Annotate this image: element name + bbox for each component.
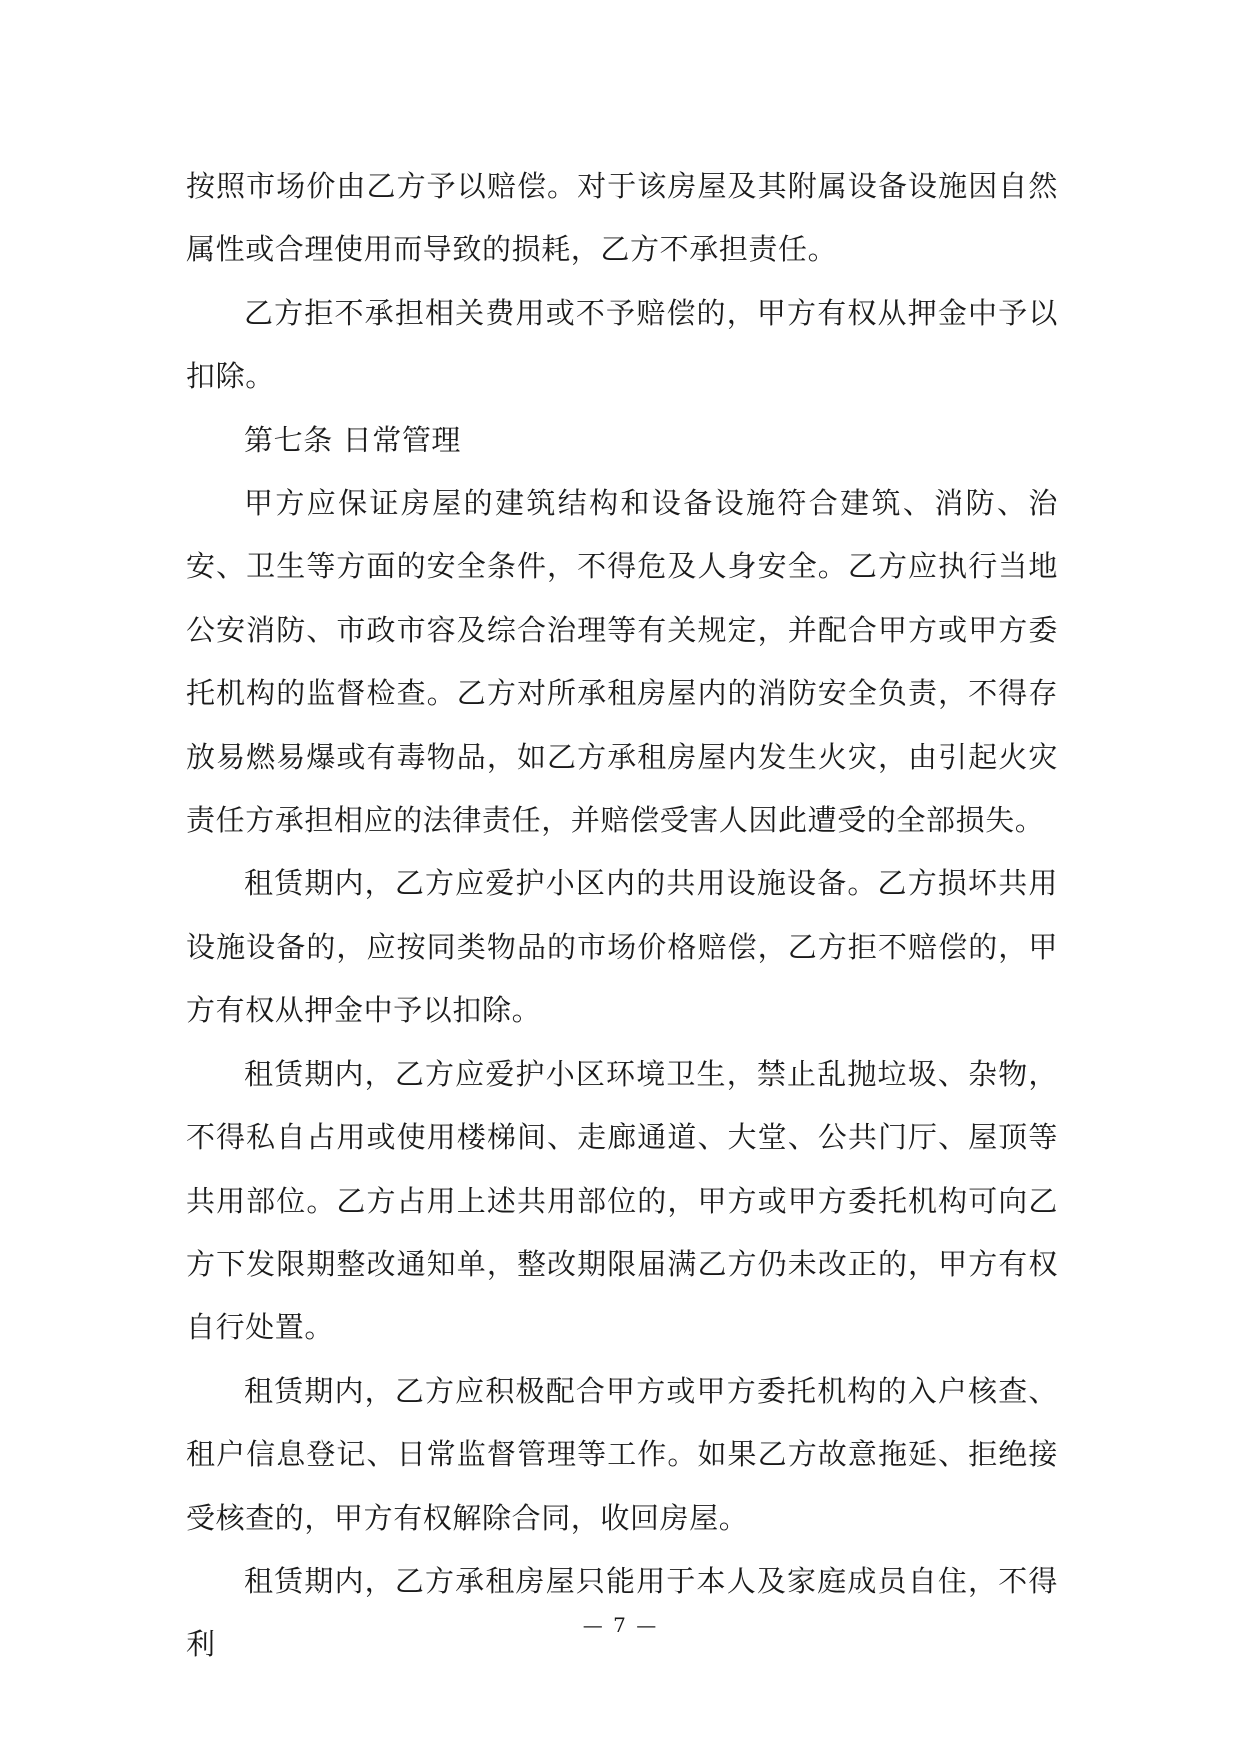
- contract-body: [186, 155, 1058, 1677]
- paragraph-residential-use: 租赁期内，乙方承租房屋只能用于本人及家庭成员自住，不得利: [186, 1563, 1058, 1662]
- page-number: — 7 —: [582, 1613, 659, 1637]
- paragraph-inspection-cooperation: 租赁期内，乙方应积极配合甲方或甲方委托机构的入户核查、租户信息登记、日常监督管理等工作。如果乙方故意拖延、拒绝接受核查的，甲方有权解除合同，收回房屋。: [186, 1373, 1058, 1535]
- paragraph-deposit-deduction: 乙方拒不承担相关费用或不予赔偿的，甲方有权从押金中予以扣除。: [186, 295, 1058, 394]
- article-heading: 第七条 日常管理: [244, 422, 462, 457]
- paragraph-compensation-continued: 按照市场价由乙方予以赔偿。对于该房屋及其附属设备设施因自然属性或合理使用而导致的损耗，乙方不承担责任。: [186, 169, 1058, 267]
- paragraph-environment-hygiene: 租赁期内，乙方应爱护小区环境卫生，禁止乱抛垃圾、杂物，不得私自占用或使用楼梯间、走廊通道、大堂、公共门厅、屋顶等共用部位。乙方占用上述共用部位的，甲方或甲方委托机构可向乙方下发限期整改通知单，整改期限届满乙方仍未改正的，甲方有权自行处置。: [186, 1056, 1058, 1345]
- paragraph-safety-obligations: 甲方应保证房屋的建筑结构和设备设施符合建筑、消防、治安、卫生等方面的安全条件，不得危及人身安全。乙方应执行当地公安消防、市政市容及综合治理等有关规定，并配合甲方或甲方委托机构的监督检查。乙方对所承租房屋内的消防安全负责，不得存放易燃易爆或有毒物品，如乙方承租房屋内发生火灾，由引起火灾责任方承担相应的法律责任，并赔偿受害人因此遭受的全部损失。: [186, 486, 1058, 838]
- paragraph-shared-facilities: 租赁期内，乙方应爱护小区内的共用设施设备。乙方损坏共用设施设备的，应按同类物品的市场价格赔偿，乙方拒不赔偿的，甲方有权从押金中予以扣除。: [186, 866, 1058, 1028]
